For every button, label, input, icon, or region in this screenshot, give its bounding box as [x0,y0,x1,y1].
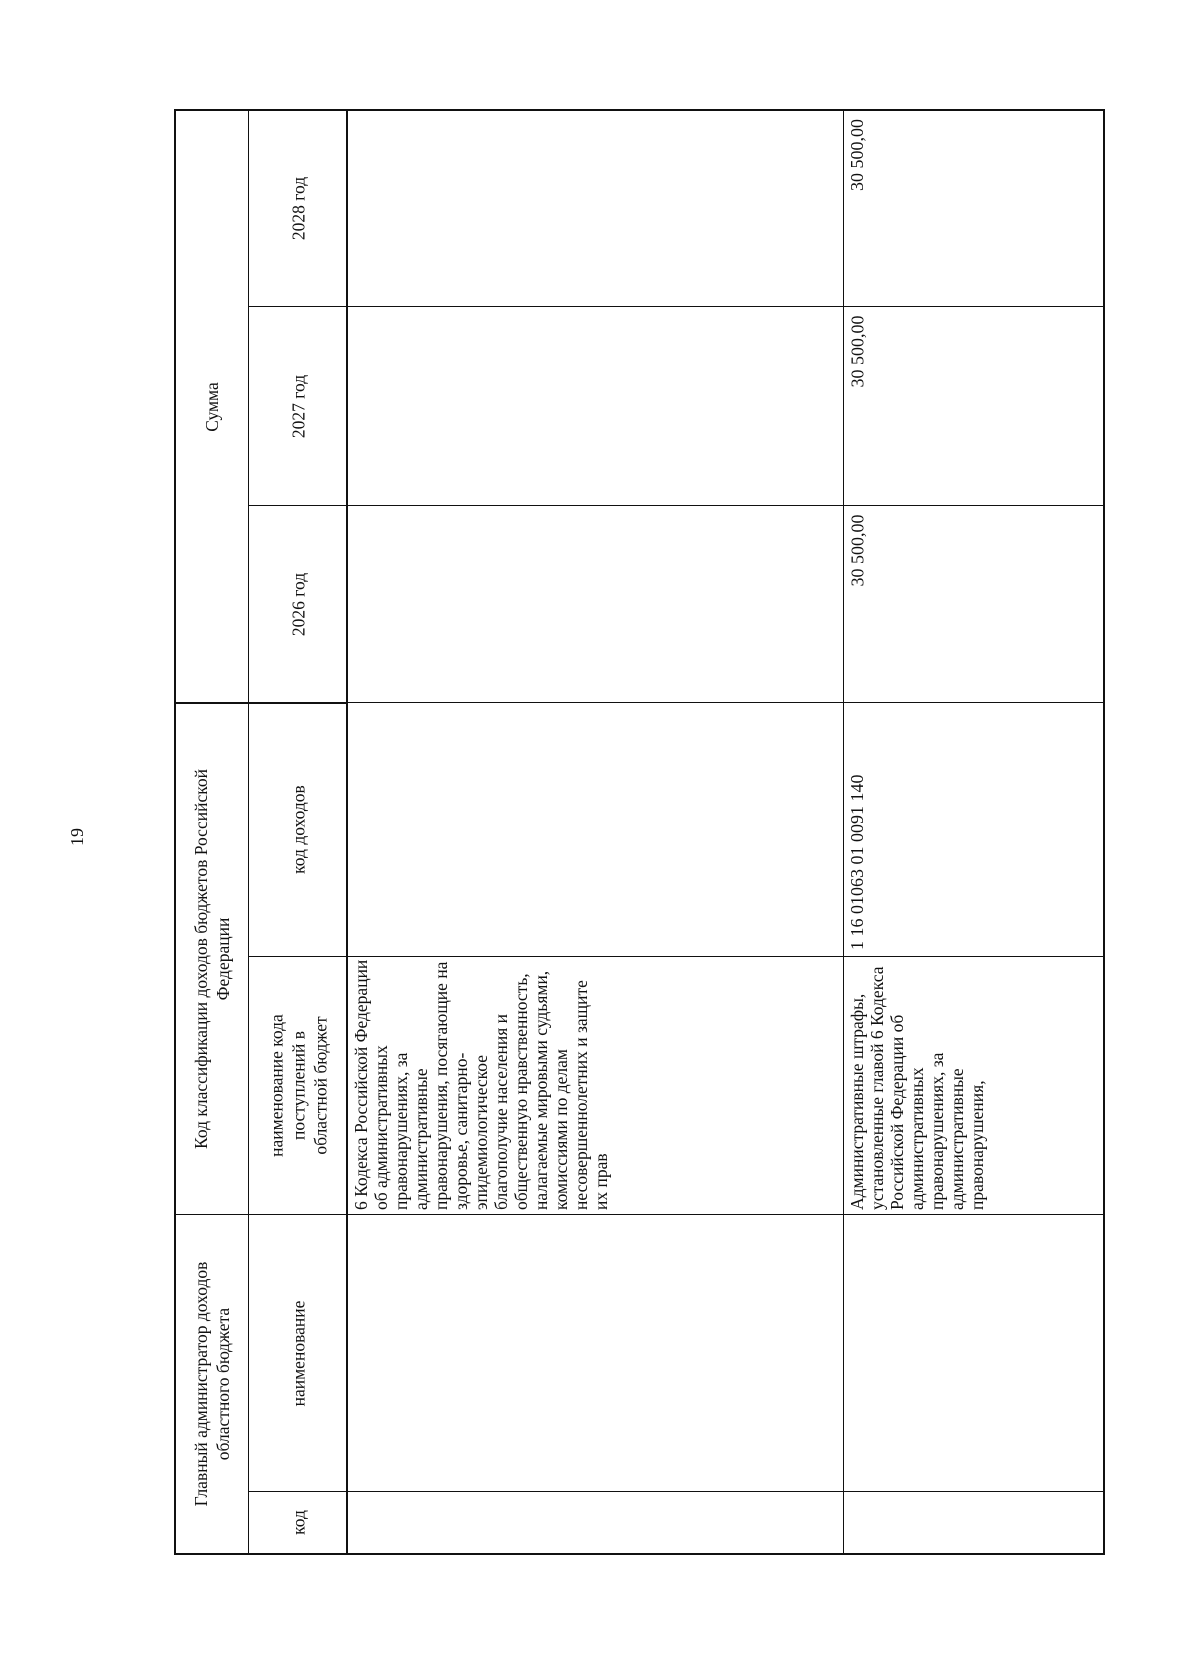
header-admin-name [249,1215,346,1491]
row-2-income-code-text: 1 16 01063 01 0091 140 [847,774,867,950]
row-2-sum-2028-text: 30 500,00 [847,119,867,191]
header-admin-group [176,1215,248,1553]
row-2-sum-2026-text: 30 500,00 [847,514,867,586]
table-row-2-sum-2026 [844,506,1103,702]
header-year-2026 [249,506,346,702]
table-border-bottom [174,1553,1105,1555]
row-2-income-name-text: Административные штрафы, установленные главой 6 Кодекса Российской Федерации об административных правонарушениях, за административные правонарушения, [847,966,987,1210]
header-sum-group [176,111,248,702]
table-row-2-sum-2028 [844,111,1103,306]
header-year-2026-text: 2026 год [287,572,308,636]
header-class-group [176,704,248,1214]
page-number: 19 [67,828,87,846]
table-row-2-sum-2027 [844,307,1103,505]
header-year-2027-text: 2027 год [287,374,308,438]
header-class-group-text: Код классификации доходов бюджетов Российской Федерации [191,769,233,1149]
header-sum-group-text: Сумма [202,381,222,432]
header-admin-name-text: наименование [287,1300,308,1406]
table-row-2-income-name [844,957,1103,1214]
header-class-code-text: код доходов [287,785,308,874]
header-admin-code [249,1492,346,1553]
col-divider-name-admincode [248,1491,1105,1492]
row-2-sum-2027-text: 30 500,00 [847,315,867,387]
header-year-2028 [249,111,346,306]
header-admin-code-text: код [287,1510,308,1535]
header-year-2028-text: 2028 год [287,176,308,241]
table-row-2-income-code [844,703,1103,956]
header-class-code [249,703,346,956]
header-class-name-text: наименование кода поступлений в областной бюджет [265,1014,330,1157]
header-admin-group-text: Главный администратор доходов областного бюджета [191,1261,233,1507]
header-year-2027 [249,307,346,505]
row-1-income-name-text: 6 Кодекса Российской Федерации об административных правонарушениях, за административные правонарушения, посягающие на здоровье, санитарно-эпидемиологическое благополучие населения и общественную нравственность, налагаемые мировыми судьями, комиссиями по делам несовершеннолетних и защите их прав [351,959,611,1210]
table-row-1-income-name [348,957,843,1214]
header-class-name [249,957,346,1214]
